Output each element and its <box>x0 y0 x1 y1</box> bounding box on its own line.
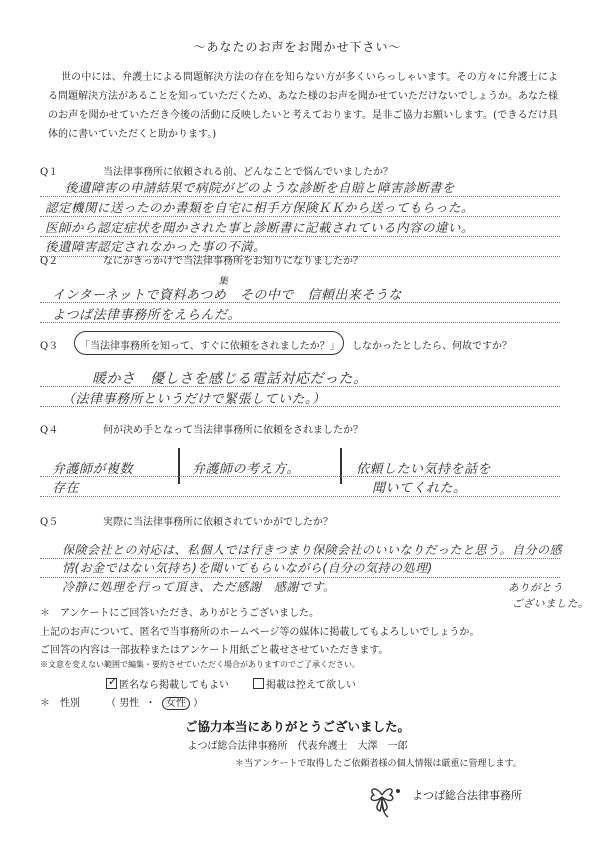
option-anonymous-ok[interactable] <box>106 676 229 691</box>
q5-answer-line-2: 冷静に処理を行って頂き、ただ感謝 感謝です。 <box>62 580 336 594</box>
q2-question: なにがきっかけで当法律事務所をお知りになりましたか？ <box>103 256 363 267</box>
gender-separator: ・ <box>145 698 156 709</box>
q2-answer-line-2: よつば法律事務所をえらんだ。 <box>52 308 242 323</box>
survey-thanks-line: ＊ アンケートにご回答いただき、ありがとうございました。 <box>40 608 319 619</box>
privacy-note: ＊当アンケートで取得したご依頼者様の個人情報は厳重に管理します。 <box>235 759 522 769</box>
q4-answer-b: 弁護師の考え方。 <box>192 462 301 477</box>
closing-thanks: ご協力本当にありがとうございました。 <box>184 719 410 734</box>
q4-divider-2 <box>340 448 342 484</box>
brand-name: よつば総合法律事務所 <box>412 789 522 802</box>
q2-label: Q２ <box>40 256 59 267</box>
q2-answer-rule-1 <box>40 302 560 303</box>
q4-answer-c-line-2: 聞いてくれた。 <box>372 481 467 496</box>
option-decline[interactable] <box>253 676 356 691</box>
option-decline-label: 掲載は控えて欲しい <box>266 680 356 691</box>
q3-answer-rule-2 <box>40 406 560 407</box>
q2-answer-rule-2 <box>40 322 560 323</box>
gender-label: ＊ 性別 <box>40 698 80 709</box>
option-anonymous-ok-label: 匿名なら掲載してもよい <box>119 680 229 691</box>
q4-answer-a-line-1: 弁護師が複数 <box>52 462 134 477</box>
intro-paragraph: 世の中には、弁護士による問題解決方法の存在を知らない方が多くいらっしゃいます。その方々に弁護士による問題解決方法があることを知っていただくため、あなた様のお声を聞かせていただけないでしょうか。あなた様のお声を聞かせていただき今後の活動に反映したいと考えております。是非ご協力お願いします。(できるだけ具体的に書いていただくと助かります。) <box>48 72 558 140</box>
q1-question: 当法律事務所に依頼される前、どんなことで悩んでいましたか？ <box>103 167 393 178</box>
q1-answer-rule-3 <box>40 236 560 237</box>
q3-question-circled: 「当法律事務所を知って、すぐに依頼をされましたか？」 <box>80 341 340 352</box>
survey-note-line: ※文意を変えない範囲で編集・要約させていただく場合がありますのでご了承ください。 <box>40 660 360 669</box>
q5-answer-rule-1 <box>40 558 560 559</box>
q4-answer-a-line-2: 存在 <box>52 481 80 496</box>
q4-divider-1 <box>178 448 180 484</box>
survey-excerpt-line: ご回答の内容は一部抜粋またはアンケート用紙ごと載せさせていただきます。 <box>40 645 389 656</box>
survey-permission-line: 上記のお声について、匿名で当事務所のホームページ等の媒体に掲載してもよろしいでしょうか。 <box>40 627 480 638</box>
q4-answer-rule-1 <box>40 476 560 477</box>
anonymous-ok-checkbox-icon[interactable]: ✓ <box>108 675 118 688</box>
intro-text <box>48 68 558 144</box>
q3-label: Q３ <box>40 341 59 352</box>
q5-question: 実際に当法律事務所に依頼されていかがでしたか？ <box>103 517 333 528</box>
q2-answer-insert: 集 <box>218 276 229 287</box>
decline-checkbox-icon[interactable] <box>253 678 264 689</box>
q5-answer-line-1: 保険会社との対応は、私個人では行きつまり保険会社のいいなりだったと思う。自分の感情(お金ではない気持ち)を聞いてもらいながら(自分の気持の処理) <box>62 543 563 575</box>
q1-answer-rule-1 <box>40 196 560 197</box>
q3-answer-rule-1 <box>40 386 560 387</box>
q1-label: Q１ <box>40 167 59 178</box>
q5-answer-tail-2: ございました。 <box>512 598 589 610</box>
q4-question: 何が決め手となって当法律事務所に依頼をされましたか？ <box>103 425 363 436</box>
q5-answer-tail-1: ありがとう <box>508 582 563 594</box>
q1-answer-line-1: 後遺障害の申請結果で病院がどのような診断を自賠と障害診断書を <box>65 180 456 195</box>
clover-logo-icon <box>358 773 406 821</box>
q1-answer-line-2: 認定機関に送ったのか書類を自宅に相手方保険ＫＫから送ってもらった。 <box>45 200 475 215</box>
q3-answer-line-1: 暖かさ 優しさを感じる電話対応だった。 <box>92 371 368 387</box>
q3-question-rest: しなかったとしたら、何故ですか？ <box>352 341 512 352</box>
q2-answer-line-1: インターネットで資料あつめ その中で 信頼出来そうな <box>52 288 402 303</box>
q1-answer-rule-2 <box>40 216 560 217</box>
firm-representative: よつば総合法律事務所 代表弁護士 大澤 一郎 <box>187 741 408 752</box>
q1-answer-line-4: 後遺障害認定されなかった事の不満。 <box>45 239 267 254</box>
q3-answer-line-2: （法律事務所というだけで緊張していた。） <box>62 392 326 407</box>
gender-female[interactable]: 女性 <box>162 697 190 710</box>
page-title: ～あなたのお声をお聞かせ下さい～ <box>193 40 402 54</box>
q4-label: Q４ <box>40 425 59 436</box>
gender-options: （ 男性 ・ 女性 ） <box>106 698 204 709</box>
q4-answer-rule-2 <box>40 496 560 497</box>
q5-label: Q５ <box>40 517 59 528</box>
q4-answer-c-line-1: 依頼したい気持を話を <box>356 462 492 477</box>
q1-answer-line-3: 医師から認定症状を聞かされた事と診断書に記載されている内容の違い。 <box>45 220 475 235</box>
gender-male[interactable]: 男性 <box>119 698 140 709</box>
q5-answer-rule-2 <box>40 577 560 578</box>
